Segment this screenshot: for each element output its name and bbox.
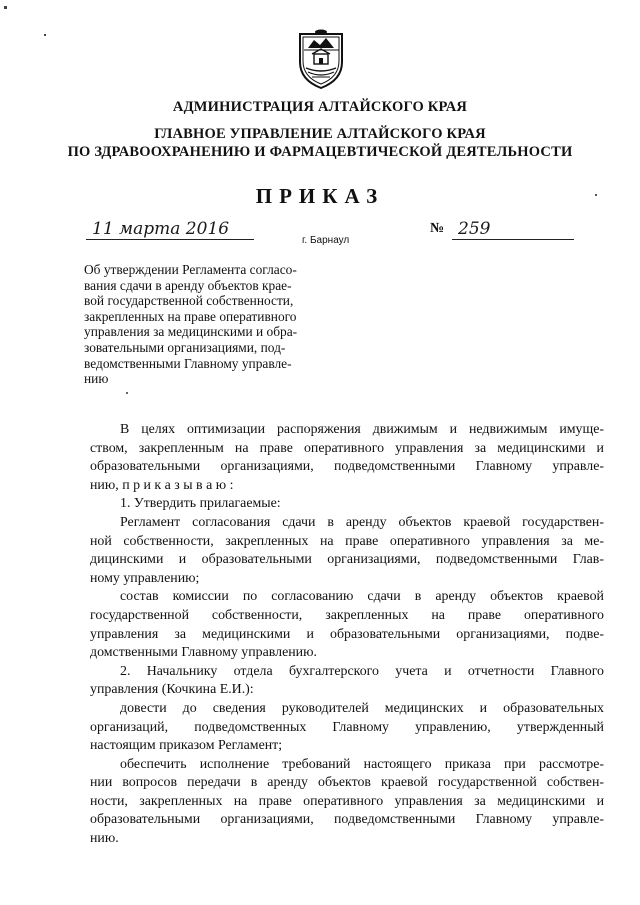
subject-line: Об утверждении Регламента согласо- (84, 262, 297, 277)
body-line: 2. Начальнику отдела бухгалтерского учета и отчетности Главного (120, 663, 604, 679)
subject-line: нию (84, 371, 109, 387)
subject-line: ведомственными Главному управле- (84, 355, 292, 371)
altai-krai-coat-of-arms-icon (296, 28, 346, 90)
body-line: организаций, подведомственных Главному управлению, утвержденный (90, 719, 604, 735)
body-line: Регламент согласования сдачи в аренду объектов краевой государствен- (120, 514, 604, 530)
subject-line: закрепленных на праве оперативного (84, 308, 297, 324)
number-label: № (430, 221, 445, 236)
issuer-line: АДМИНИСТРАЦИЯ АЛТАЙСКОГО КРАЯ (172, 99, 468, 115)
scan-speck (4, 6, 7, 9)
body-line: управления (Кочкина Е.И.): (90, 682, 254, 698)
subject-line: зовательными организациями, под- (84, 339, 286, 355)
scan-speck (126, 392, 128, 394)
document-type-title: ПРИКАЗ (255, 184, 385, 208)
body-line: домственными Главному управлению. (90, 645, 317, 661)
body-line: обеспечить исполнение требований настоящего приказа при рассмотре- (120, 756, 604, 772)
order-subject (84, 262, 332, 387)
scan-speck (44, 34, 46, 36)
body-line: образовательными организациями, подведомственными Главному управле- (90, 812, 604, 828)
department-line-1: ГЛАВНОЕ УПРАВЛЕНИЕ АЛТАЙСКОГО КРАЯ (154, 126, 486, 142)
body-line: управления за медицинскими и образовательными организациями, подве- (90, 626, 604, 642)
subject-line: вой государственной собственности, (84, 293, 294, 309)
body-line: состав комиссии по согласованию сдачи в аренду объектов краевой (120, 589, 604, 605)
subject-line: управления за медицинскими и обра- (84, 324, 298, 340)
body-line: довести до сведения руководителей медицинских и образовательных (120, 700, 604, 716)
body-line: В целях оптимизации распоряжения движимым и недвижимым имуще- (120, 422, 604, 437)
body-line: нию. (90, 831, 119, 847)
body-line: дицинскими и образовательными организациями, подведомственными Глав- (90, 552, 604, 568)
department-line-2: ПО ЗДРАВООХРАНЕНИЮ И ФАРМАЦЕВТИЧЕСКОЙ ДЕЯТЕЛЬНОСТИ (67, 144, 573, 160)
body-line: ством, закрепленным на праве оперативного управления за медицинскими и (90, 440, 604, 456)
body-line: ной собственности, закрепленных на праве оперативного управления за ме- (90, 533, 604, 549)
handwritten-date: 11 марта 2016 (86, 219, 254, 240)
city-label: г. Барнаул (302, 235, 350, 246)
body-line: нии вопросов передачи в аренду объектов краевой государственной собствен- (90, 775, 604, 791)
subject-line: вания сдачи в аренду объектов крае- (84, 277, 292, 293)
order-body (90, 421, 604, 849)
body-line: государственной собственности, закрепленных на праве оперативного (90, 607, 604, 623)
body-line: ному управлению; (90, 570, 200, 586)
body-line: нию, п р и к а з ы в а ю : (90, 477, 234, 493)
handwritten-order-number: 259 (452, 219, 574, 240)
body-line: образовательными организациями, подведомственными Главному управле- (90, 459, 604, 475)
body-line: настоящим приказом Регламент; (90, 738, 283, 754)
body-line: ности, закрепленных на праве оперативного управления за медицинскими и (90, 793, 604, 809)
body-line: 1. Утвердить прилагаемые: (120, 496, 281, 512)
